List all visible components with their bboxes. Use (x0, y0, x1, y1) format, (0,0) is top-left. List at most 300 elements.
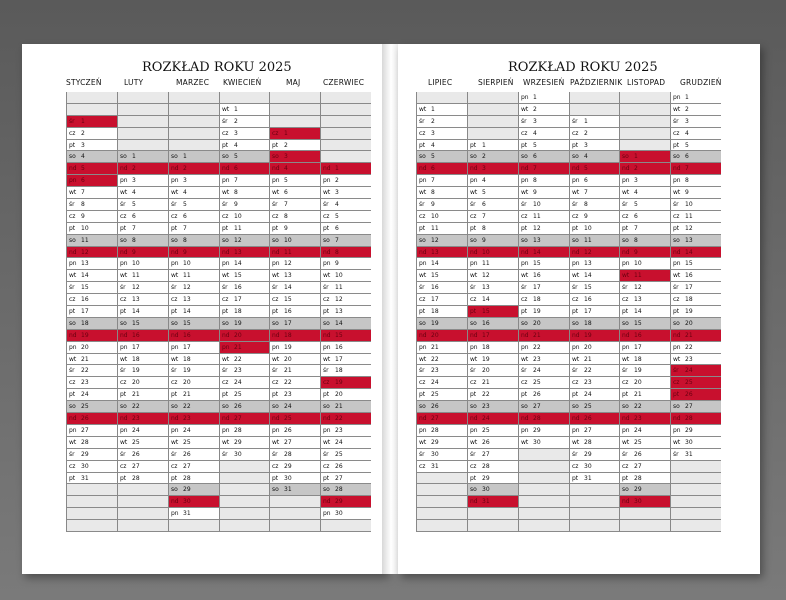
day-number: 9 (584, 212, 588, 220)
day-cell (468, 223, 518, 235)
day-number: 21 (81, 355, 89, 363)
day-cell (169, 484, 219, 496)
weekday-label: nd (323, 331, 331, 339)
day-number: 19 (533, 308, 541, 316)
day-cell (169, 163, 219, 175)
day-cell (671, 140, 721, 152)
day-cell (620, 365, 670, 377)
day-cell (220, 104, 270, 116)
day-number: 31 (482, 498, 490, 506)
day-cell (169, 211, 219, 223)
day-cell (620, 163, 670, 175)
day-cell (468, 140, 518, 152)
empty-cell (118, 484, 168, 496)
weekday-label: so (222, 153, 229, 161)
weekday-label: pn (120, 343, 128, 351)
day-cell (220, 211, 270, 223)
day-cell (270, 425, 320, 437)
weekday-label: pt (419, 391, 426, 399)
weekday-label: so (419, 319, 426, 327)
day-cell (468, 377, 518, 389)
month-header: SIERPIEŃ (478, 78, 514, 87)
day-number: 10 (284, 236, 292, 244)
weekday-label: cz (69, 379, 76, 387)
day-number: 18 (81, 319, 89, 327)
weekday-label: cz (272, 296, 279, 304)
weekday-label: pt (470, 474, 477, 482)
weekday-label: so (69, 153, 76, 161)
weekday-label: wt (673, 355, 681, 363)
weekday-label: wt (69, 189, 77, 197)
day-cell (417, 258, 467, 270)
weekday-label: śr (323, 201, 329, 209)
day-cell (570, 449, 620, 461)
weekday-label: wt (521, 189, 529, 197)
day-number: 12 (284, 260, 292, 268)
day-number: 14 (132, 308, 140, 316)
weekday-label: so (521, 153, 528, 161)
day-number: 11 (533, 212, 541, 220)
day-cell (67, 128, 117, 140)
day-number: 5 (335, 212, 339, 220)
day-cell (321, 413, 371, 425)
weekday-label: nd (171, 415, 179, 423)
day-number: 26 (431, 403, 439, 411)
day-cell (417, 282, 467, 294)
day-cell (671, 449, 721, 461)
day-cell (671, 223, 721, 235)
day-number: 25 (584, 403, 592, 411)
weekday-label: nd (470, 165, 478, 173)
weekday-label: śr (120, 450, 126, 458)
day-number: 17 (132, 343, 140, 351)
day-number: 25 (685, 379, 693, 387)
day-number: 26 (81, 415, 89, 423)
weekday-label: pn (171, 260, 179, 268)
day-number: 10 (234, 212, 242, 220)
weekday-label: pt (69, 224, 76, 232)
day-number: 10 (431, 212, 439, 220)
weekday-label: so (222, 319, 229, 327)
day-number: 11 (234, 224, 242, 232)
day-cell (671, 365, 721, 377)
day-number: 4 (234, 141, 238, 149)
day-number: 8 (584, 201, 588, 209)
empty-cell (321, 140, 371, 152)
day-number: 17 (234, 296, 242, 304)
day-number: 10 (132, 260, 140, 268)
day-number: 14 (431, 260, 439, 268)
day-cell (67, 270, 117, 282)
day-cell (468, 461, 518, 473)
day-cell (519, 401, 569, 413)
weekday-label: pt (222, 224, 229, 232)
weekday-label: śr (69, 450, 75, 458)
day-number: 25 (335, 450, 343, 458)
weekday-label: cz (69, 212, 76, 220)
day-number: 20 (431, 331, 439, 339)
day-number: 6 (482, 201, 486, 209)
day-cell (321, 282, 371, 294)
month-header: LIPIEC (428, 78, 453, 87)
weekday-label: pn (171, 510, 179, 518)
weekday-label: wt (419, 355, 427, 363)
weekday-label: cz (572, 379, 579, 387)
day-cell (270, 377, 320, 389)
weekday-label: pn (222, 260, 230, 268)
day-cell (671, 163, 721, 175)
day-cell (169, 365, 219, 377)
day-cell (570, 318, 620, 330)
day-cell (169, 354, 219, 366)
day-number: 18 (132, 355, 140, 363)
empty-cell (321, 128, 371, 140)
weekday-label: pt (419, 308, 426, 316)
day-number: 23 (584, 379, 592, 387)
day-cell (620, 270, 670, 282)
weekday-label: so (470, 486, 477, 494)
day-cell (321, 496, 371, 508)
day-cell (570, 425, 620, 437)
weekday-label: wt (171, 272, 179, 280)
day-number: 27 (584, 426, 592, 434)
day-cell (118, 199, 168, 211)
day-number: 3 (482, 165, 486, 173)
day-number: 13 (335, 308, 343, 316)
day-number: 25 (183, 438, 191, 446)
weekday-label: cz (323, 212, 330, 220)
day-number: 28 (584, 438, 592, 446)
day-cell (67, 282, 117, 294)
weekday-label: śr (622, 284, 628, 292)
day-number: 10 (335, 272, 343, 280)
weekday-label: nd (673, 415, 681, 423)
empty-cell (118, 496, 168, 508)
weekday-label: wt (622, 272, 630, 280)
empty-cell (468, 116, 518, 128)
day-number: 26 (335, 462, 343, 470)
day-cell (519, 175, 569, 187)
day-cell (270, 365, 320, 377)
day-number: 30 (482, 486, 490, 494)
day-number: 18 (533, 296, 541, 304)
day-number: 29 (81, 450, 89, 458)
day-cell (67, 294, 117, 306)
day-cell (270, 318, 320, 330)
day-cell (671, 128, 721, 140)
weekday-label: pt (272, 224, 279, 232)
day-number: 24 (81, 391, 89, 399)
weekday-label: pt (470, 224, 477, 232)
empty-cell (671, 496, 721, 508)
weekday-label: wt (622, 189, 630, 197)
weekday-label: wt (572, 355, 580, 363)
day-number: 5 (183, 201, 187, 209)
day-cell (620, 389, 670, 401)
day-cell (118, 449, 168, 461)
day-number: 15 (584, 284, 592, 292)
empty-cell (67, 508, 117, 520)
day-number: 24 (335, 438, 343, 446)
empty-cell (620, 116, 670, 128)
day-number: 14 (482, 296, 490, 304)
day-cell (417, 318, 467, 330)
day-cell (220, 365, 270, 377)
day-number: 7 (685, 165, 689, 173)
day-cell (321, 199, 371, 211)
weekday-label: wt (120, 189, 128, 197)
day-number: 29 (685, 426, 693, 434)
day-number: 2 (533, 105, 537, 113)
day-number: 1 (284, 129, 288, 137)
day-cell (519, 92, 569, 104)
day-cell (519, 342, 569, 354)
day-number: 20 (132, 379, 140, 387)
day-number: 22 (533, 343, 541, 351)
day-cell (118, 365, 168, 377)
day-cell (519, 140, 569, 152)
empty-cell (570, 484, 620, 496)
day-number: 9 (234, 201, 238, 209)
day-number: 21 (284, 367, 292, 375)
day-number: 8 (234, 189, 238, 197)
day-cell (620, 449, 670, 461)
weekday-label: cz (171, 462, 178, 470)
month-column (219, 92, 270, 532)
day-cell (321, 354, 371, 366)
day-number: 6 (284, 189, 288, 197)
day-number: 26 (482, 438, 490, 446)
day-number: 16 (533, 272, 541, 280)
day-number: 6 (634, 212, 638, 220)
month-column (269, 92, 320, 532)
weekday-label: pt (120, 474, 127, 482)
day-cell (220, 116, 270, 128)
weekday-label: cz (222, 296, 229, 304)
weekday-label: nd (69, 248, 77, 256)
day-number: 11 (634, 272, 642, 280)
day-cell (468, 389, 518, 401)
weekday-label: nd (521, 331, 529, 339)
day-number: 14 (685, 248, 693, 256)
weekday-label: cz (521, 212, 528, 220)
empty-cell (220, 473, 270, 485)
empty-cell (270, 92, 320, 104)
weekday-label: pn (673, 94, 681, 101)
day-cell (417, 377, 467, 389)
month-column (670, 92, 721, 532)
day-cell (620, 484, 670, 496)
empty-cell (220, 92, 270, 104)
day-cell (468, 401, 518, 413)
day-cell (519, 282, 569, 294)
day-number: 2 (284, 141, 288, 149)
weekday-label: wt (521, 355, 529, 363)
day-number: 11 (335, 284, 343, 292)
day-cell (169, 258, 219, 270)
weekday-label: nd (120, 331, 128, 339)
day-number: 26 (132, 450, 140, 458)
weekday-label: nd (521, 248, 529, 256)
weekday-label: nd (323, 415, 331, 423)
day-cell (270, 473, 320, 485)
day-cell (118, 223, 168, 235)
day-number: 28 (482, 462, 490, 470)
day-cell (570, 437, 620, 449)
day-cell (519, 354, 569, 366)
day-cell (118, 151, 168, 163)
day-cell (169, 413, 219, 425)
day-cell (468, 270, 518, 282)
day-number: 2 (234, 117, 238, 125)
empty-cell (417, 508, 467, 520)
day-cell (270, 330, 320, 342)
weekday-label: pt (572, 474, 579, 482)
day-number: 29 (634, 486, 642, 494)
day-number: 22 (685, 343, 693, 351)
day-number: 25 (234, 391, 242, 399)
weekday-label: cz (572, 296, 579, 304)
day-cell (270, 223, 320, 235)
weekday-label: wt (323, 272, 331, 280)
day-cell (220, 306, 270, 318)
day-number: 24 (482, 415, 490, 423)
day-number: 1 (132, 153, 136, 161)
empty-cell (321, 104, 371, 116)
day-number: 27 (335, 474, 343, 482)
day-cell (321, 401, 371, 413)
weekday-label: śr (171, 284, 177, 292)
weekday-label: pn (521, 260, 529, 268)
empty-cell (270, 104, 320, 116)
day-cell (220, 151, 270, 163)
calendar-page-left (22, 44, 386, 574)
weekday-label: cz (622, 379, 629, 387)
weekday-label: so (572, 319, 579, 327)
day-number: 20 (634, 379, 642, 387)
day-cell (67, 342, 117, 354)
day-number: 27 (183, 462, 191, 470)
day-cell (118, 306, 168, 318)
day-cell (321, 449, 371, 461)
month-column (168, 92, 219, 532)
weekday-label: nd (419, 248, 427, 256)
day-number: 19 (284, 343, 292, 351)
day-cell (321, 342, 371, 354)
weekday-label: pn (69, 343, 77, 351)
day-cell (321, 365, 371, 377)
weekday-label: so (419, 153, 426, 161)
day-number: 7 (431, 177, 435, 185)
weekday-label: pn (419, 426, 427, 434)
day-cell (118, 175, 168, 187)
day-cell (468, 425, 518, 437)
day-number: 18 (482, 343, 490, 351)
day-number: 18 (584, 319, 592, 327)
month-header: KWIECIEŃ (223, 78, 262, 87)
day-cell (468, 187, 518, 199)
weekday-label: wt (222, 105, 230, 113)
day-number: 4 (335, 201, 339, 209)
day-number: 27 (132, 462, 140, 470)
day-number: 11 (81, 236, 89, 244)
weekday-label: śr (622, 367, 628, 375)
day-number: 22 (81, 367, 89, 375)
weekday-label: cz (572, 212, 579, 220)
weekday-label: śr (673, 367, 679, 375)
day-cell (118, 401, 168, 413)
day-number: 10 (584, 224, 592, 232)
day-cell (220, 247, 270, 259)
weekday-label: pn (419, 343, 427, 351)
day-cell (220, 140, 270, 152)
weekday-label: cz (419, 462, 426, 470)
weekday-label: nd (622, 331, 630, 339)
empty-cell (270, 520, 320, 532)
empty-cell (169, 92, 219, 104)
weekday-label: nd (171, 165, 179, 173)
weekday-label: śr (323, 367, 329, 375)
day-cell (321, 425, 371, 437)
weekday-label: pt (120, 224, 127, 232)
day-cell (67, 199, 117, 211)
weekday-label: pn (470, 426, 478, 434)
empty-cell (417, 520, 467, 532)
day-cell (417, 365, 467, 377)
weekday-label: so (673, 319, 680, 327)
day-number: 10 (183, 260, 191, 268)
day-number: 31 (81, 474, 89, 482)
day-number: 29 (482, 474, 490, 482)
weekday-label: wt (622, 355, 630, 363)
weekday-label: śr (69, 367, 75, 375)
day-number: 15 (482, 308, 490, 316)
day-number: 8 (634, 236, 638, 244)
day-number: 1 (584, 117, 588, 125)
weekday-label: wt (171, 355, 179, 363)
weekday-label: pn (622, 177, 630, 185)
day-number: 28 (234, 426, 242, 434)
day-cell (169, 473, 219, 485)
day-number: 4 (132, 189, 136, 197)
weekday-label: pt (622, 474, 629, 482)
empty-cell (620, 508, 670, 520)
weekday-label: pn (222, 343, 230, 351)
day-cell (169, 330, 219, 342)
day-number: 12 (634, 284, 642, 292)
weekday-label: nd (572, 248, 580, 256)
day-cell (570, 461, 620, 473)
weekday-label: śr (419, 450, 425, 458)
day-number: 19 (584, 331, 592, 339)
day-number: 7 (284, 201, 288, 209)
day-cell (67, 116, 117, 128)
day-number: 2 (431, 117, 435, 125)
empty-cell (169, 140, 219, 152)
day-cell (169, 151, 219, 163)
day-number: 7 (183, 224, 187, 232)
day-cell (620, 473, 670, 485)
weekday-label: śr (673, 284, 679, 292)
weekday-label: so (470, 153, 477, 161)
day-cell (671, 342, 721, 354)
day-cell (468, 413, 518, 425)
day-number: 17 (81, 308, 89, 316)
day-cell (519, 235, 569, 247)
month-header: LISTOPAD (627, 78, 666, 87)
day-cell (270, 211, 320, 223)
day-number: 16 (284, 308, 292, 316)
